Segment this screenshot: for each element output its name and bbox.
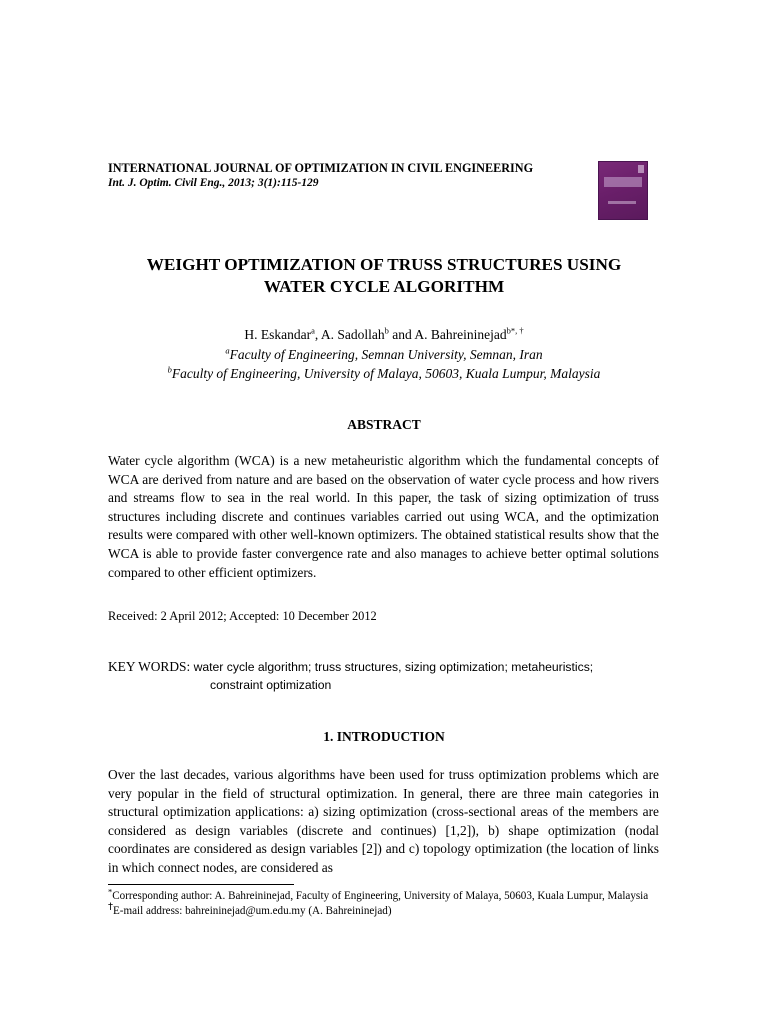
affiliation-b-marker: b: [167, 364, 172, 375]
author-list: [100, 326, 668, 344]
author-separator: and: [388, 327, 415, 342]
cover-subtitle-band: [608, 201, 636, 204]
footnote-email-text: E-mail address: bahreininejad@um.edu.my (A. Bahreininejad): [113, 904, 392, 917]
affiliation-a-text: Faculty of Engineering, Semnan University, Semnan, Iran: [229, 347, 543, 362]
footnote-divider: [108, 884, 294, 885]
received-dates: Received: 2 April 2012; Accepted: 10 December 2012: [108, 609, 377, 623]
footnote-email: [108, 901, 659, 919]
introduction-text: Over the last decades, various algorithms have been used for truss optimization problems which are very popular in the field of structural optimization. In general, there are three main categories in structural optimization applications: a) sizing optimization (cross-sectional areas of the members are considered as design variables (discrete and continues) [1,2]), b) shape optimization (nodal coordinates are considered as design variables [2]) and c) topology optimization (the location of links in which connect nodes, are considered as: [108, 767, 659, 875]
author-sadollah: A. Sadollah: [320, 327, 385, 342]
footnote-corresponding-author: [108, 886, 659, 904]
author-bahreininejad-affil: b*, †: [506, 325, 524, 336]
author-sadollah-affil: b: [384, 325, 389, 336]
footnote-corr-text: Corresponding author: A. Bahreininejad, Faculty of Engineering, University of Malaya, 50603, Kuala Lumpur, Malaysia: [112, 890, 649, 902]
affiliation-a-marker: a: [225, 345, 230, 356]
footnote-corr-marker: *: [108, 886, 113, 897]
introduction-heading: 1. INTRODUCTION: [323, 729, 445, 744]
cover-mark: [638, 165, 644, 173]
keywords-line2: constraint optimization: [210, 678, 332, 692]
journal-name: INTERNATIONAL JOURNAL OF OPTIMIZATION IN CIVIL ENGINEERING: [108, 161, 534, 175]
cover-title-band: [604, 177, 642, 187]
author-eskandar: H. Eskandar: [244, 327, 312, 342]
keywords-label: KEY WORDS:: [108, 659, 194, 674]
affiliation-b-text: Faculty of Engineering, University of Malaya, 50603, Kuala Lumpur, Malaysia: [171, 366, 601, 381]
footnote-email-marker: †: [108, 901, 113, 913]
keywords-line1: water cycle algorithm; truss structures, sizing optimization; metaheuristics;: [193, 660, 594, 674]
author-eskandar-affil: a: [311, 325, 315, 336]
journal-header: [108, 160, 588, 191]
abstract-heading: ABSTRACT: [347, 417, 421, 432]
affiliation-b: [100, 365, 668, 383]
author-bahreininejad: A. Bahreininejad: [414, 327, 507, 342]
affiliation-a: [100, 346, 668, 364]
journal-cover-image: [598, 161, 648, 220]
keywords: [108, 658, 668, 694]
abstract-text: Water cycle algorithm (WCA) is a new metaheuristic algorithm which the fundamental concepts of WCA are derived from nature and are based on the observation of water cycle process and how rivers and streams flow to sea in the real world. In this paper, the task of sizing optimization of truss structures including discrete and continues variables carried out using WCA, and the optimization results were compared with other well-known optimizers. The obtained statistical results show that the WCA is able to provide faster convergence rate and also manages to achieve better optimal solutions compared to other efficient optimizers.: [108, 453, 659, 580]
journal-citation: Int. J. Optim. Civil Eng., 2013; 3(1):115-129: [108, 177, 319, 189]
paper-title-line1: WEIGHT OPTIMIZATION OF TRUSS STRUCTURES USING: [146, 255, 622, 274]
footnotes: [108, 886, 659, 919]
author-separator: ,: [314, 327, 321, 342]
paper-title-line2: WATER CYCLE ALGORITHM: [263, 277, 505, 296]
paper-title: [100, 254, 668, 298]
